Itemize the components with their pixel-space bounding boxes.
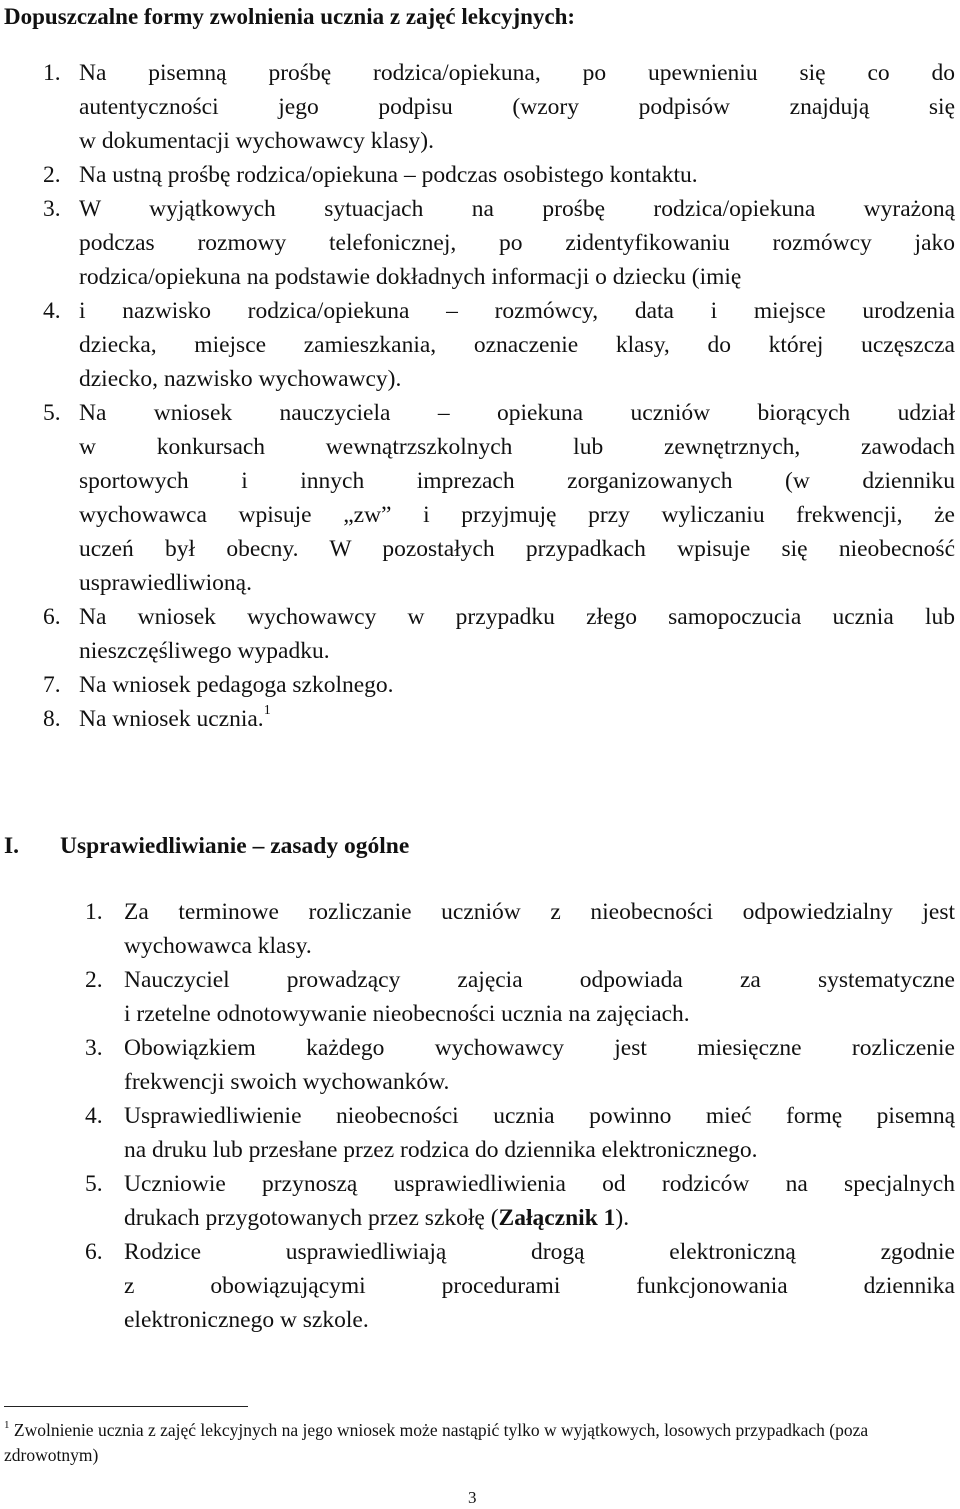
section-roman: I. [4, 833, 20, 859]
text-line: Uczniowie przynoszą usprawiedliwienia od rodziców na specjalnych [124, 1171, 955, 1197]
list-item-text [124, 895, 955, 963]
list-item-text [124, 963, 955, 1031]
text-line: w konkursach wewnątrzszkolnych lub zewnętrznych, zawodach [79, 434, 955, 460]
text-line: w dokumentacji wychowawcy klasy). [79, 128, 435, 154]
list-item-text [124, 1235, 955, 1337]
list-item-number: 6. [43, 604, 61, 630]
list-item-number: 5. [43, 400, 61, 426]
text-line: dziecko, nazwisko wychowawcy). [79, 366, 402, 392]
list-item-number: 6. [85, 1239, 103, 1265]
attachment-reference: Załącznik 1 [498, 1205, 616, 1231]
text-segment: ). [615, 1205, 630, 1231]
text-line: uczeń był obecny. W pozostałych przypadkach wpisuje się nieobecność [79, 536, 955, 562]
text-line: z obowiązującymi procedurami funkcjonowania dziennika [124, 1273, 955, 1299]
list-item-text [79, 192, 955, 294]
list-item-text [79, 396, 955, 600]
list-item-number: 2. [85, 967, 103, 993]
text-line: Na wniosek ucznia.$^1$ [79, 703, 271, 732]
list-item-number: 2. [43, 162, 61, 188]
list-item-text [79, 56, 955, 158]
text-line: Rodzice usprawiedliwiają drogą elektroniczną zgodnie [124, 1239, 955, 1265]
text-line: Na wniosek pedagoga szkolnego. [79, 672, 394, 698]
text-line: nieszczęśliwego wypadku. [79, 638, 330, 664]
text-line: wychowawca klasy. [124, 933, 312, 959]
list-item-text [79, 668, 955, 702]
text-line: Na ustną prośbę rodzica/opiekuna – podczas osobistego kontaktu. [79, 162, 698, 188]
text-line: autentyczności jego podpisu (wzory podpisów znajdują się [79, 94, 955, 120]
text-line: sportowych i innych imprezach zorganizowanych (w dzienniku [79, 468, 955, 494]
list-item-text [79, 294, 955, 396]
list-item-number: 3. [43, 196, 61, 222]
text-line: rodzica/opiekuna na podstawie dokładnych informacji o dziecku (imię [79, 264, 742, 290]
text-line: Nauczyciel prowadzący zajęcia odpowiada za systematyczne [124, 967, 955, 993]
page-heading: Dopuszczalne formy zwolnienia ucznia z zajęć lekcyjnych: [4, 4, 576, 29]
list-item-text [79, 600, 955, 668]
list-item-text [124, 1031, 955, 1099]
text-line: frekwencji swoich wychowanków. [124, 1069, 450, 1095]
list-item-number: 1. [43, 60, 61, 86]
footnote [4, 1418, 904, 1468]
list-item-number: 4. [43, 298, 61, 324]
text-line [124, 1201, 955, 1235]
footnote-marker: 1 [4, 1419, 10, 1431]
text-line: Za terminowe rozliczanie uczniów z nieobecności odpowiedzialny jest [124, 899, 955, 925]
footnote-divider [4, 1406, 248, 1407]
text-line: W wyjątkowych sytuacjach na prośbę rodzica/opiekuna wyrażoną [79, 196, 955, 222]
list-item-text [79, 702, 955, 736]
list-item-text [79, 158, 955, 192]
footnote-text: Zwolnienie ucznia z zajęć lekcyjnych na jego wniosek może nastąpić tylko w wyjątkowych, losowych przypadkach (poza zdrowotnym) [4, 1420, 869, 1465]
text-line: dziecka, miejsce zamieszkania, oznaczenie klasy, do której uczęszcza [79, 332, 955, 358]
text-line: i nazwisko rodzica/opiekuna – rozmówcy, data i miejsce urodzenia [79, 298, 955, 324]
list-item-number: 7. [43, 672, 61, 698]
page-number: 3 [468, 1488, 477, 1507]
list-item-number: 8. [43, 706, 61, 732]
text-line: Obowiązkiem każdego wychowawcy jest miesięczne rozliczenie [124, 1035, 955, 1061]
footnote-reference: 1 [263, 703, 271, 718]
text-line: wychowawca wpisuje „zw” i przyjmuję przy wyliczaniu frekwencji, że [79, 502, 955, 528]
text-line: na druku lub przesłane przez rodzica do dziennika elektronicznego. [124, 1137, 758, 1163]
text-line: elektronicznego w szkole. [124, 1307, 369, 1333]
section-title [4, 829, 409, 863]
text-line: Na wniosek nauczyciela – opiekuna uczniów biorących udział [79, 400, 955, 426]
text-line: Na wniosek wychowawcy w przypadku złego samopoczucia ucznia lub [79, 604, 955, 630]
text-line: i rzetelne odnotowywanie nieobecności ucznia na zajęciach. [124, 1001, 690, 1027]
list-item-text [124, 1099, 955, 1167]
list-item-number: 3. [85, 1035, 103, 1061]
list-item-number: 1. [85, 899, 103, 925]
section-title-text: Usprawiedliwianie – zasady ogólne [60, 833, 410, 859]
text-line: Na pisemną prośbę rodzica/opiekuna, po upewnieniu się co do [79, 60, 955, 86]
text-line: usprawiedliwioną. [79, 570, 252, 596]
text-line: podczas rozmowy telefonicznej, po zidentyfikowaniu rozmówcy jako [79, 230, 955, 256]
list-item-number: 4. [85, 1103, 103, 1129]
list-item-text [124, 1167, 955, 1235]
text-segment: drukach przygotowanych przez szkołę ( [124, 1205, 499, 1231]
list-item-number: 5. [85, 1171, 103, 1197]
text-line: Usprawiedliwienie nieobecności ucznia powinno mieć formę pisemną [124, 1103, 955, 1129]
